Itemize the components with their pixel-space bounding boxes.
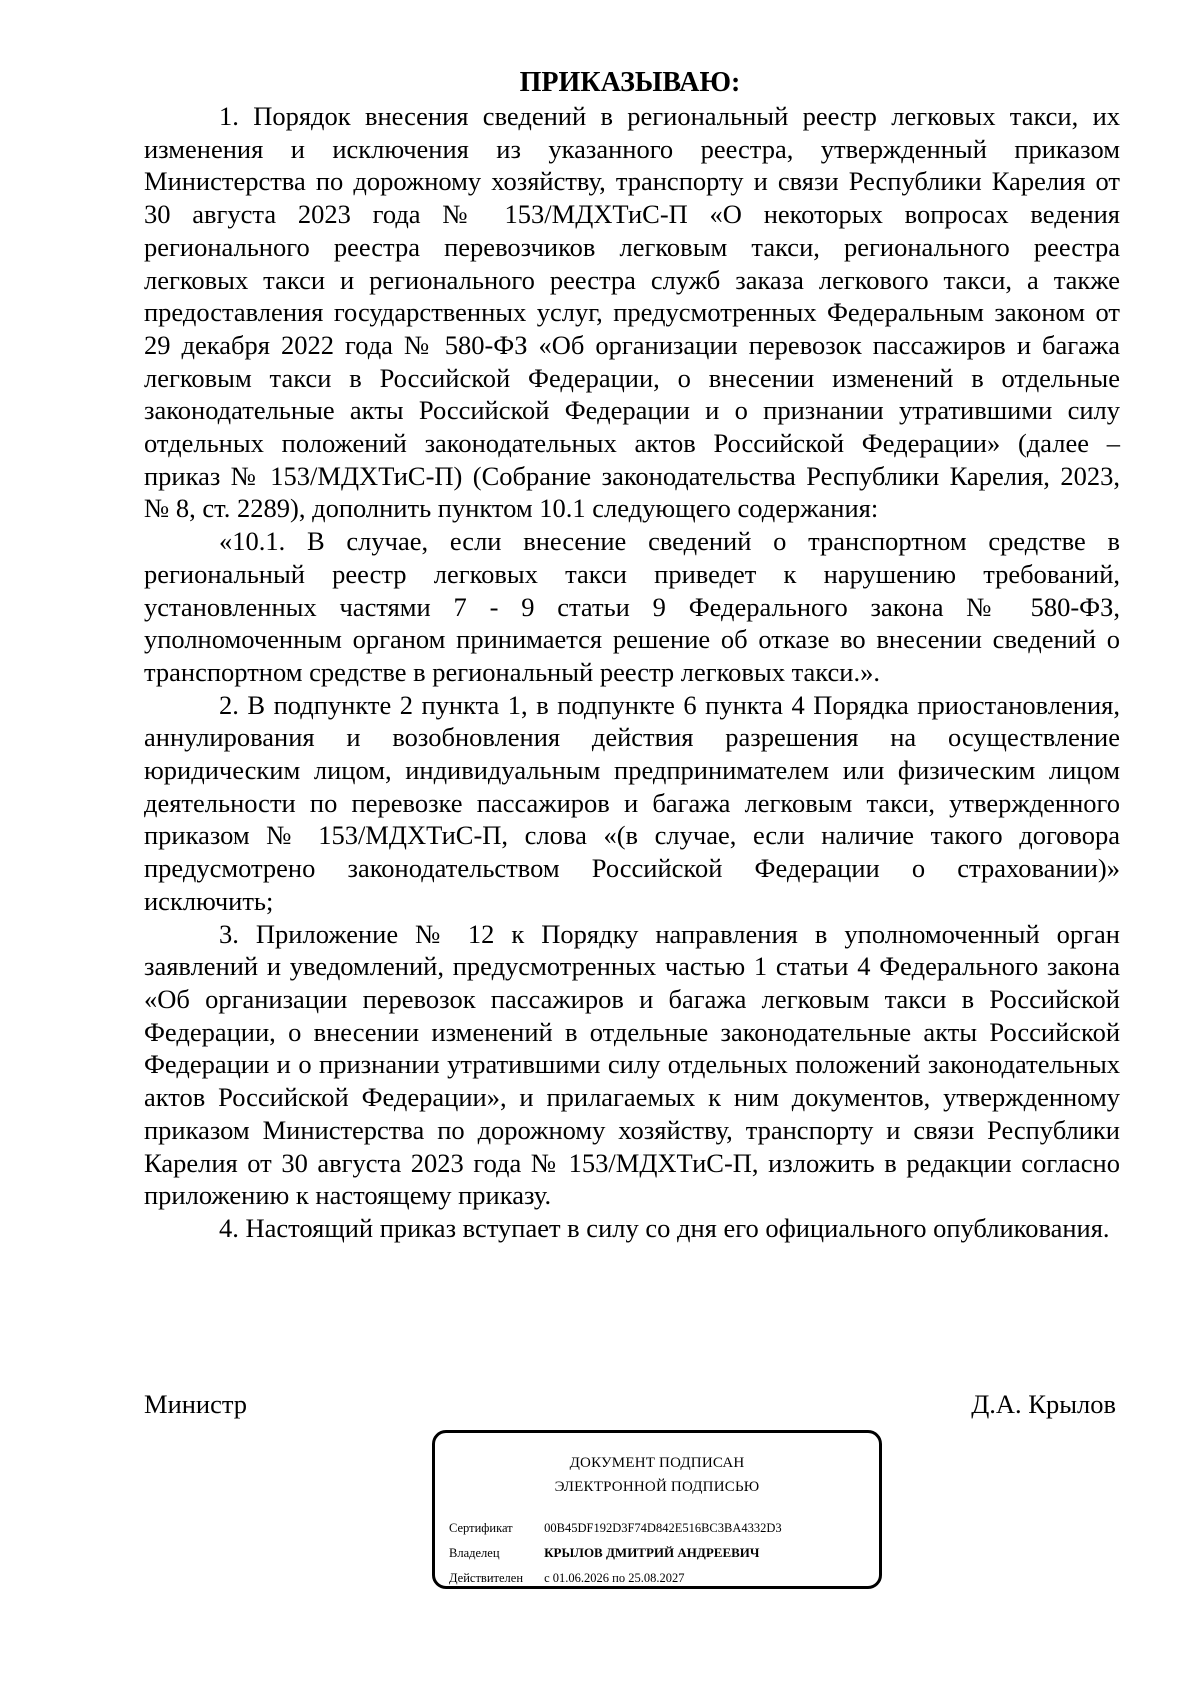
signatory-position: Министр xyxy=(144,1389,248,1419)
signature-row xyxy=(144,1388,1116,1420)
order-heading: ПРИКАЗЫВАЮ: xyxy=(519,67,741,98)
stamp-certificate-label: Сертификат xyxy=(449,1521,513,1535)
stamp-certificate-row xyxy=(449,1519,782,1537)
stamp-owner-row xyxy=(449,1544,759,1562)
stamp-validity-label: Действителен xyxy=(449,1571,524,1585)
stamp-title xyxy=(435,1451,879,1499)
paragraph-3: 3. Приложение № 12 к Порядку направления в уполномоченный орган заявлений и уведомлений, предусмотренных частью 1 статьи 4 Федерального закона «Об организации перевозок пассажиров и багажа легковым такси в Российской Федерации, о внесении изменений в отдельные законодательные акты Российской Федерации и о признании утратившими силу отдельных положений законодательных актов Российской Федерации», и прилагаемых к ним документов, утвержденному приказом Министерства по дорожному хозяйству, транспорту и связи Республики Карелия от 30 августа 2023 года № 153/МДХТиС-П, изложить в редакции согласно приложению к настоящему приказу. xyxy=(144,918,1120,1211)
paragraph-1-quote: «10.1. В случае, если внесение сведений о транспортном средстве в региональный реестр легковых такси приведет к нарушению требований, установленных частями 7 - 9 статьи 9 Федерального закона № 580-ФЗ, уполномоченным органом принимается решение об отказе во внесении сведений о транспортном средстве в региональный реестр легковых такси.». xyxy=(144,526,1120,687)
order-body xyxy=(144,100,1120,1245)
stamp-title-line-2: ЭЛЕКТРОННОЙ ПОДПИСЬЮ xyxy=(554,1479,760,1495)
electronic-signature-stamp xyxy=(432,1430,882,1589)
stamp-validity-value: с 01.06.2026 по 25.08.2027 xyxy=(544,1571,685,1585)
paragraph-2: 2. В подпункте 2 пункта 1, в подпункте 6 пункта 4 Порядка приостановления, аннулирования и возобновления действия разрешения на осуществление юридическим лицом, индивидуальным предпринимателем или физическим лицом деятельности по перевозке пассажиров и багажа легковым такси, утвержденного приказом № 153/МДХТиС-П, слова «(в случае, если наличие такого договора предусмотрено законодательством Российской Федерации о страховании)» исключить; xyxy=(144,689,1120,916)
paragraph-1: 1. Порядок внесения сведений в региональный реестр легковых такси, их изменения и исключения из указанного реестра, утвержденный приказом Министерства по дорожному хозяйству, транспорту и связи Республики Карелия от 30 августа 2023 года № 153/МДХТиС-П «О некоторых вопросах ведения регионального реестра перевозчиков легковым такси, регионального реестра легковых такси и регионального реестра служб заказа легкового такси, а также предоставления государственных услуг, предусмотренных Федеральным законом от 29 декабря 2022 года № 580-ФЗ «Об организации перевозок пассажиров и багажа легковым такси в Российской Федерации, о внесении изменений в отдельные законодательные акты Российской Федерации и о признании утратившими силу отдельных положений законодательных актов Российской Федерации» (далее – приказ № 153/МДХТиС-П) (Собрание законодательства Республики Карелия, 2023, № 8, ст. 2289), дополнить пунктом 10.1 следующего содержания: xyxy=(144,101,1120,524)
stamp-title-line-1: ДОКУМЕНТ ПОДПИСАН xyxy=(569,1455,745,1471)
stamp-owner-value: КРЫЛОВ ДМИТРИЙ АНДРЕЕВИЧ xyxy=(544,1545,760,1560)
stamp-certificate-value: 00B45DF192D3F74D842E516BC3BA4332D3 xyxy=(544,1521,782,1535)
stamp-validity-row xyxy=(449,1569,685,1587)
signatory-name: Д.А. Крылов xyxy=(971,1389,1116,1419)
paragraph-4: 4. Настоящий приказ вступает в силу со дня его официального опубликования. xyxy=(219,1212,1110,1243)
stamp-owner-label: Владелец xyxy=(449,1546,500,1560)
